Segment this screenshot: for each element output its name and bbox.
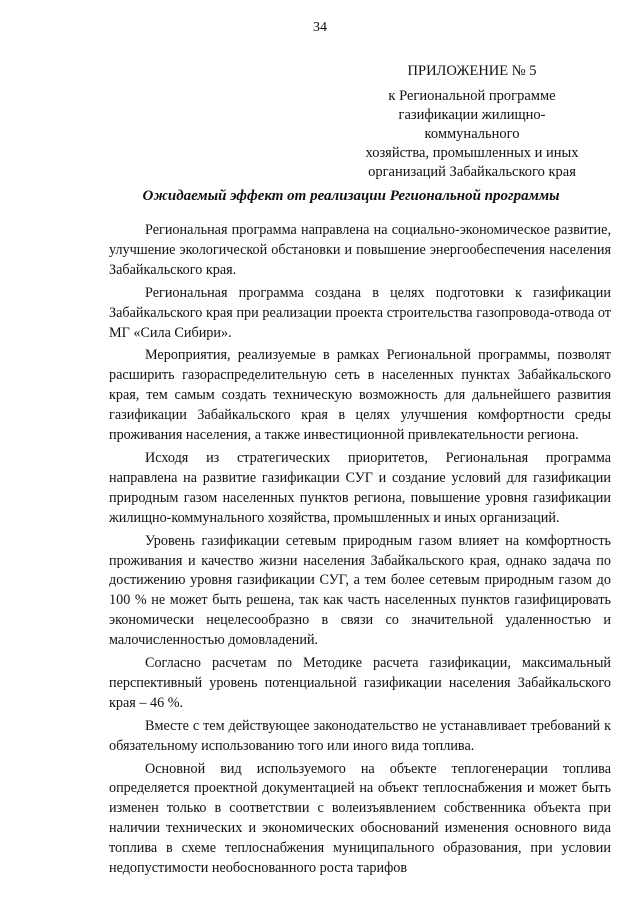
paragraph: Региональная программа направлена на социально-экономическое развитие, улучшение экологической обстановки и повышение энергообеспечения населения Забайкальского края. <box>109 222 611 278</box>
appendix-line: хозяйства, промышленных и иных <box>365 145 579 161</box>
page-number: 34 <box>313 20 327 35</box>
appendix-title: ПРИЛОЖЕНИЕ № 5 <box>407 63 537 79</box>
body-text <box>109 221 611 879</box>
paragraph: Исходя из стратегических приоритетов, Региональная программа направлена на развитие газификации СУГ и создание условий для газификации природным газом населенных пунктов региона, повышение уровня газификации жилищно-коммунального хозяйства, промышленных и иных организаций. <box>109 449 611 526</box>
paragraph: Согласно расчетам по Методике расчета газификации, максимальный перспективный уровень потенциальной газификации населения Забайкальского края – 46 %. <box>109 655 611 711</box>
appendix-line: газификации жилищно-коммунального <box>398 107 546 142</box>
paragraph: Уровень газификации сетевым природным газом влияет на комфортность проживания и качество жизни населения Забайкальского края, однако задача по достижению уровня газификации СУГ, а тем более сетевым природным газом до 100 % не может быть решена, так как часть населенных пунктов газифицировать экономически нецелесообразно в связи со значительной удаленностью и малочисленностью домовладений. <box>109 532 611 649</box>
appendix-line: к Региональной программе <box>388 88 556 104</box>
appendix-header <box>352 62 592 182</box>
paragraph: Вместе с тем действующее законодательство не устанавливает требований к обязательному использованию того или иного вида топлива. <box>109 717 611 754</box>
document-title: Ожидаемый эффект от реализации Региональной программы <box>142 188 560 204</box>
appendix-line: организаций Забайкальского края <box>368 164 576 180</box>
paragraph: Мероприятия, реализуемые в рамках Региональной программы, позволят расширить газораспределительную сеть в населенных пунктах Забайкальского края, тем самым создать техническую возможность для дальнейшего развития газификации Забайкальского края в целях улучшения комфортности среды проживания населения, а также инвестиционной привлекательности региона. <box>109 347 611 444</box>
paragraph: Основной вид используемого на объекте теплогенерации топлива определяется проектной документацией на объект теплоснабжения и может быть изменен только в соответствии с волеизъявлением собственника объекта при наличии технических и экономических обоснований изменения основного вида топлива в схеме теплоснабжения муниципального образования, при условии недопустимости необоснованного роста тарифов <box>109 760 611 877</box>
paragraph: Региональная программа создана в целях подготовки к газификации Забайкальского края при реализации проекта строительства газопровода-отвода от МГ «Сила Сибири». <box>109 284 611 341</box>
